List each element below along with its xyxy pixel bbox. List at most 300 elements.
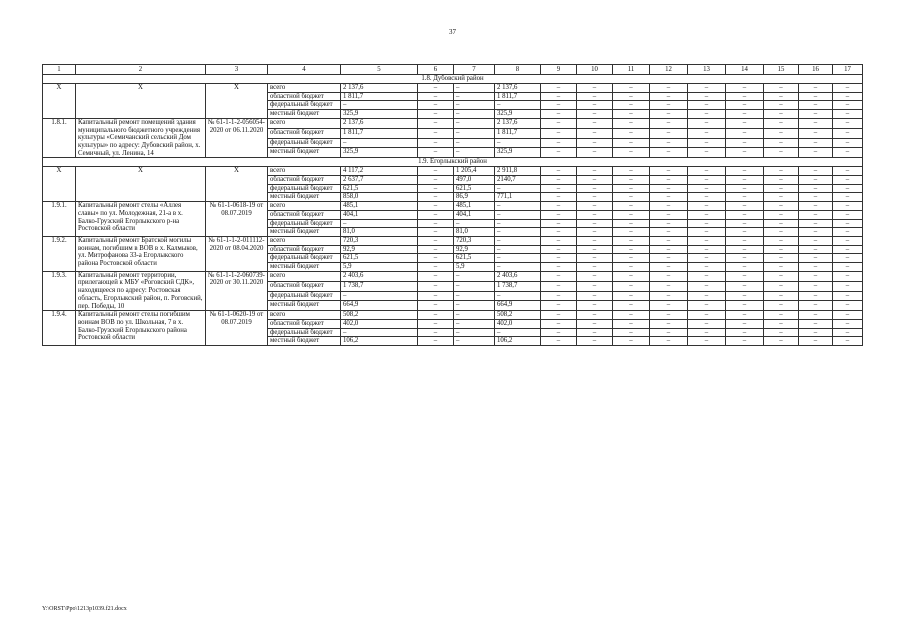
total-amount: 1 811,7 [341, 128, 418, 138]
year-amount: – [799, 118, 833, 128]
year-amount: – [726, 271, 764, 281]
year-amount: – [454, 271, 495, 281]
year-amount: – [688, 210, 726, 219]
year-amount: – [688, 118, 726, 128]
year-amount: – [613, 176, 650, 185]
year-amount: – [650, 271, 688, 281]
year-amount: – [764, 291, 799, 301]
year-amount: – [418, 210, 454, 219]
year-amount: – [418, 202, 454, 211]
year-amount: – [764, 245, 799, 254]
year-amount: 2 403,6 [495, 271, 541, 281]
total-amount: 508,2 [341, 311, 418, 320]
year-amount: – [650, 319, 688, 328]
year-amount: – [577, 311, 613, 320]
year-amount: – [454, 311, 495, 320]
funding-source: федеральный бюджет [268, 254, 341, 263]
year-amount: – [577, 281, 613, 291]
year-amount: – [650, 337, 688, 346]
year-amount: – [764, 210, 799, 219]
year-amount: – [577, 219, 613, 228]
column-header: 2 [76, 65, 206, 75]
year-amount: – [726, 301, 764, 311]
total-amount: 106,2 [341, 337, 418, 346]
year-amount: – [833, 84, 863, 93]
year-amount: – [833, 263, 863, 272]
year-amount: – [454, 291, 495, 301]
year-amount: – [799, 291, 833, 301]
year-amount: – [613, 319, 650, 328]
year-amount: – [418, 176, 454, 185]
year-amount: 2 137,6 [495, 84, 541, 93]
total-amount: 325,9 [341, 110, 418, 119]
year-amount: – [613, 337, 650, 346]
year-amount: – [541, 228, 577, 237]
year-amount: – [726, 128, 764, 138]
year-amount: – [726, 184, 764, 193]
funding-source: местный бюджет [268, 110, 341, 119]
year-amount: 5,9 [454, 263, 495, 272]
year-amount: – [688, 281, 726, 291]
year-amount: – [541, 301, 577, 311]
year-amount: – [833, 301, 863, 311]
table-row [43, 167, 863, 176]
year-amount: – [577, 128, 613, 138]
year-amount: – [613, 281, 650, 291]
year-amount: – [726, 311, 764, 320]
year-amount: – [418, 254, 454, 263]
total-amount: – [341, 328, 418, 337]
year-amount: – [833, 210, 863, 219]
year-amount: 404,1 [454, 210, 495, 219]
year-amount: – [688, 291, 726, 301]
year-amount: – [650, 184, 688, 193]
total-amount: – [341, 138, 418, 148]
year-amount: 325,9 [495, 148, 541, 158]
year-amount: – [764, 254, 799, 263]
funding-source: всего [268, 271, 341, 281]
funding-source: всего [268, 84, 341, 93]
year-amount: – [418, 328, 454, 337]
column-header: 5 [341, 65, 418, 75]
total-amount: 402,0 [341, 319, 418, 328]
year-amount: – [650, 291, 688, 301]
year-amount: – [799, 245, 833, 254]
year-amount: – [833, 271, 863, 281]
year-amount: – [495, 219, 541, 228]
object-document: № 61-1-0618-19 от 08.07.2019 [206, 202, 268, 237]
year-amount: – [541, 219, 577, 228]
year-amount: – [577, 319, 613, 328]
year-amount: – [650, 228, 688, 237]
year-amount: – [833, 319, 863, 328]
year-amount: – [577, 291, 613, 301]
year-amount: – [833, 228, 863, 237]
year-amount: – [541, 202, 577, 211]
year-amount: – [541, 101, 577, 110]
year-amount: – [541, 184, 577, 193]
year-amount: – [650, 118, 688, 128]
column-header: 4 [268, 65, 341, 75]
year-amount: – [799, 254, 833, 263]
year-amount: 2140,7 [495, 176, 541, 185]
year-amount: – [764, 219, 799, 228]
year-amount: – [688, 148, 726, 158]
year-amount: – [613, 92, 650, 101]
year-amount: – [688, 271, 726, 281]
year-amount: – [650, 148, 688, 158]
year-amount: – [650, 176, 688, 185]
year-amount: – [418, 291, 454, 301]
year-amount: – [799, 110, 833, 119]
year-amount: – [613, 228, 650, 237]
year-amount: – [764, 184, 799, 193]
year-amount: – [726, 148, 764, 158]
total-amount: 5,9 [341, 263, 418, 272]
table-row [43, 118, 863, 128]
year-amount: – [541, 84, 577, 93]
year-amount: – [495, 228, 541, 237]
object-document: № 61-1-0620-19 от 08.07.2019 [206, 311, 268, 346]
year-amount: – [833, 92, 863, 101]
year-amount: – [577, 92, 613, 101]
year-amount: – [833, 167, 863, 176]
funding-source: местный бюджет [268, 228, 341, 237]
year-amount: – [833, 202, 863, 211]
funding-source: местный бюджет [268, 337, 341, 346]
year-amount: – [541, 245, 577, 254]
year-amount: – [541, 92, 577, 101]
year-amount: – [454, 148, 495, 158]
year-amount: – [541, 291, 577, 301]
year-amount: – [613, 184, 650, 193]
year-amount: – [541, 337, 577, 346]
year-amount: – [495, 245, 541, 254]
year-amount: – [799, 101, 833, 110]
year-amount: – [454, 138, 495, 148]
object-name: Капитальный ремонт стелы «Аллея славы» по ул. Молодежная, 21-а в х. Балко-Грузский Егорлыкского р-на Ростовской области [76, 202, 206, 237]
year-amount: – [650, 328, 688, 337]
year-amount: – [418, 128, 454, 138]
total-amount: 92,9 [341, 245, 418, 254]
total-amount: 1 811,7 [341, 92, 418, 101]
funding-source: областной бюджет [268, 176, 341, 185]
year-amount: – [833, 148, 863, 158]
year-amount: – [764, 118, 799, 128]
object-number: Х [43, 84, 76, 119]
year-amount: – [495, 328, 541, 337]
section-title: 1.9. Егорлыкский район [43, 158, 863, 167]
year-amount: – [799, 337, 833, 346]
total-amount: – [341, 219, 418, 228]
year-amount: – [764, 110, 799, 119]
year-amount: – [541, 167, 577, 176]
year-amount: – [577, 301, 613, 311]
year-amount: – [764, 311, 799, 320]
year-amount: – [799, 138, 833, 148]
year-amount: – [799, 167, 833, 176]
object-number: 1.9.3. [43, 271, 76, 311]
year-amount: – [454, 101, 495, 110]
object-number: 1.9.2. [43, 236, 76, 271]
object-name: Капитальный ремонт стелы погибшим воинам ВОВ по ул. Школьная, 7 в х. Балко-Грузский Егорлыкского района Ростовской области [76, 311, 206, 346]
year-amount: – [833, 328, 863, 337]
year-amount: – [418, 301, 454, 311]
year-amount: – [688, 92, 726, 101]
year-amount: – [726, 110, 764, 119]
year-amount: – [577, 263, 613, 272]
year-amount: 1 205,4 [454, 167, 495, 176]
year-amount: – [688, 193, 726, 202]
year-amount: – [541, 118, 577, 128]
year-amount: 1 811,7 [495, 92, 541, 101]
year-amount: – [764, 193, 799, 202]
year-amount: – [541, 138, 577, 148]
year-amount: – [650, 210, 688, 219]
column-header: 7 [454, 65, 495, 75]
year-amount: – [613, 245, 650, 254]
year-amount: – [764, 176, 799, 185]
column-header: 10 [577, 65, 613, 75]
year-amount: 92,9 [454, 245, 495, 254]
object-number: 1.8.1. [43, 118, 76, 158]
year-amount: – [650, 128, 688, 138]
column-header: 8 [495, 65, 541, 75]
year-amount: – [418, 167, 454, 176]
year-amount: – [418, 110, 454, 119]
budget-table [42, 64, 863, 346]
year-amount: – [833, 291, 863, 301]
footer-file-path: Y:\ORST\Ppo\1213p1039.f21.docx [42, 606, 127, 612]
year-amount: 621,5 [454, 254, 495, 263]
year-amount: – [577, 84, 613, 93]
year-amount: 325,9 [495, 110, 541, 119]
year-amount: – [577, 228, 613, 237]
total-amount: 720,3 [341, 236, 418, 245]
funding-source: областной бюджет [268, 128, 341, 138]
funding-source: федеральный бюджет [268, 138, 341, 148]
year-amount: – [613, 101, 650, 110]
year-amount: – [650, 167, 688, 176]
year-amount: 497,0 [454, 176, 495, 185]
funding-source: местный бюджет [268, 193, 341, 202]
object-document: № 61-1-1-2-011112-2020 от 08.04.2020 [206, 236, 268, 271]
year-amount: – [799, 84, 833, 93]
year-amount: – [688, 228, 726, 237]
column-header: 11 [613, 65, 650, 75]
object-number: Х [43, 167, 76, 202]
year-amount: – [764, 328, 799, 337]
year-amount: – [688, 167, 726, 176]
year-amount: – [541, 311, 577, 320]
year-amount: – [833, 193, 863, 202]
year-amount: – [418, 236, 454, 245]
year-amount: – [726, 138, 764, 148]
year-amount: – [418, 101, 454, 110]
funding-source: местный бюджет [268, 148, 341, 158]
year-amount: – [764, 301, 799, 311]
year-amount: 106,2 [495, 337, 541, 346]
year-amount: – [613, 110, 650, 119]
year-amount: – [688, 84, 726, 93]
year-amount: – [688, 110, 726, 119]
total-amount: 4 117,2 [341, 167, 418, 176]
year-amount: – [577, 167, 613, 176]
year-amount: – [799, 210, 833, 219]
section-title-row [43, 75, 863, 84]
year-amount: – [726, 263, 764, 272]
funding-source: всего [268, 202, 341, 211]
year-amount: – [726, 281, 764, 291]
total-amount: 2 637,7 [341, 176, 418, 185]
object-document: Х [206, 167, 268, 202]
total-amount: 621,5 [341, 184, 418, 193]
year-amount: – [613, 311, 650, 320]
year-amount: – [541, 128, 577, 138]
column-header: 3 [206, 65, 268, 75]
year-amount: – [650, 311, 688, 320]
year-amount: – [577, 210, 613, 219]
year-amount: – [418, 148, 454, 158]
year-amount: 81,0 [454, 228, 495, 237]
year-amount: – [613, 148, 650, 158]
year-amount: – [613, 202, 650, 211]
year-amount: – [726, 101, 764, 110]
year-amount: – [764, 263, 799, 272]
year-amount: – [495, 101, 541, 110]
year-amount: 621,5 [454, 184, 495, 193]
total-amount: 2 137,6 [341, 118, 418, 128]
year-amount: – [688, 311, 726, 320]
year-amount: – [541, 110, 577, 119]
year-amount: – [688, 319, 726, 328]
year-amount: – [799, 228, 833, 237]
year-amount: – [613, 167, 650, 176]
funding-source: федеральный бюджет [268, 328, 341, 337]
year-amount: – [799, 263, 833, 272]
year-amount: – [454, 84, 495, 93]
total-amount: 664,9 [341, 301, 418, 311]
object-document: № 61-1-1-2-060739-2020 от 30.11.2020 [206, 271, 268, 311]
table-row [43, 311, 863, 320]
year-amount: – [833, 118, 863, 128]
year-amount: – [418, 319, 454, 328]
year-amount: – [541, 176, 577, 185]
year-amount: – [688, 245, 726, 254]
year-amount: – [613, 128, 650, 138]
year-amount: – [726, 176, 764, 185]
year-amount: – [726, 337, 764, 346]
year-amount: – [764, 148, 799, 158]
year-amount: – [418, 228, 454, 237]
year-amount: – [764, 92, 799, 101]
year-amount: – [688, 138, 726, 148]
year-amount: – [726, 92, 764, 101]
year-amount: – [833, 101, 863, 110]
year-amount: – [726, 167, 764, 176]
year-amount: – [613, 84, 650, 93]
year-amount: – [613, 271, 650, 281]
year-amount: – [650, 281, 688, 291]
year-amount: – [833, 138, 863, 148]
year-amount: – [726, 193, 764, 202]
year-amount: – [577, 184, 613, 193]
year-amount: – [613, 118, 650, 128]
column-header: 13 [688, 65, 726, 75]
year-amount: – [799, 92, 833, 101]
object-name: Капитальный ремонт Братской могилы воинам, погибшим в ВОВ в х. Калмыков, ул. Митрофанова 33-а Егорлыкского района Ростовской области [76, 236, 206, 271]
year-amount: – [577, 271, 613, 281]
table-row [43, 236, 863, 245]
year-amount: – [688, 263, 726, 272]
funding-source: местный бюджет [268, 301, 341, 311]
year-amount: – [650, 254, 688, 263]
year-amount: – [577, 328, 613, 337]
year-amount: – [541, 210, 577, 219]
column-header: 1 [43, 65, 76, 75]
total-amount: – [341, 101, 418, 110]
year-amount: – [833, 236, 863, 245]
funding-source: всего [268, 118, 341, 128]
year-amount: – [495, 291, 541, 301]
year-amount: – [688, 101, 726, 110]
funding-source: местный бюджет [268, 263, 341, 272]
year-amount: – [764, 202, 799, 211]
year-amount: – [577, 193, 613, 202]
year-amount: – [726, 328, 764, 337]
total-amount: – [341, 291, 418, 301]
year-amount: – [418, 281, 454, 291]
year-amount: – [454, 92, 495, 101]
year-amount: – [650, 193, 688, 202]
year-amount: – [650, 245, 688, 254]
year-amount: – [764, 281, 799, 291]
year-amount: – [613, 236, 650, 245]
year-amount: – [799, 301, 833, 311]
year-amount: 402,0 [495, 319, 541, 328]
year-amount: – [418, 193, 454, 202]
year-amount: – [650, 101, 688, 110]
year-amount: – [650, 138, 688, 148]
section-title-row [43, 158, 863, 167]
year-amount: – [577, 254, 613, 263]
table-row [43, 271, 863, 281]
year-amount: – [495, 138, 541, 148]
year-amount: – [613, 254, 650, 263]
page-number: 37 [449, 28, 456, 36]
year-amount: – [577, 245, 613, 254]
total-amount: 325,9 [341, 148, 418, 158]
column-header: 17 [833, 65, 863, 75]
year-amount: – [650, 301, 688, 311]
year-amount: – [577, 138, 613, 148]
column-header: 6 [418, 65, 454, 75]
funding-source: всего [268, 167, 341, 176]
year-amount: – [764, 236, 799, 245]
year-amount: – [764, 337, 799, 346]
year-amount: – [764, 228, 799, 237]
year-amount: – [454, 128, 495, 138]
year-amount: – [541, 236, 577, 245]
year-amount: – [613, 210, 650, 219]
year-amount: – [799, 236, 833, 245]
year-amount: – [418, 271, 454, 281]
year-amount: – [799, 176, 833, 185]
year-amount: – [454, 301, 495, 311]
year-amount: – [688, 184, 726, 193]
year-amount: – [764, 138, 799, 148]
year-amount: – [613, 263, 650, 272]
